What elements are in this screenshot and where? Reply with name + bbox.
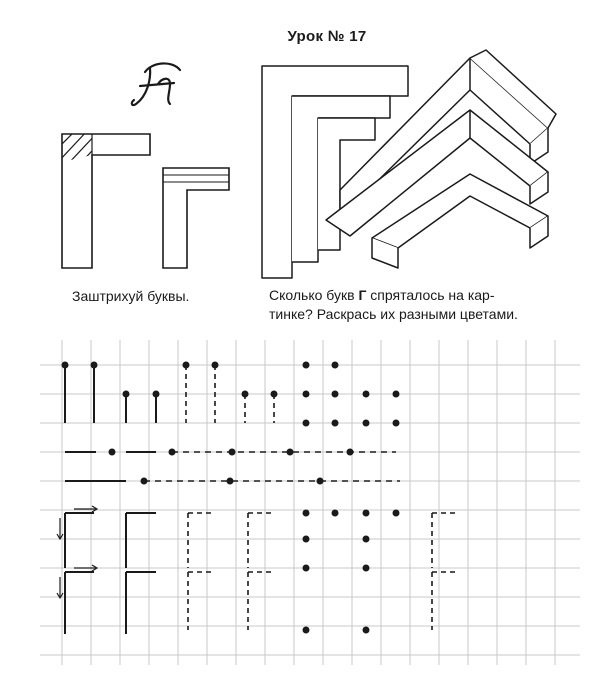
instruction-shade: Заштрихуй буквы. [72, 288, 190, 304]
script-letter-g [132, 63, 180, 105]
instruction-count-line2: тинке? Раскрась их разными цветами. [269, 306, 518, 322]
practice-grid [40, 340, 580, 665]
writing-exercises [57, 363, 458, 635]
instruction-count-part2: спряталось на кар- [366, 287, 495, 303]
instruction-count [269, 286, 569, 324]
hidden-letters-picture [262, 50, 556, 278]
instruction-count-part1: Сколько букв [269, 287, 359, 303]
block-letter-uppercase [56, 130, 150, 268]
block-letter-lowercase [163, 168, 229, 268]
lesson-title-text: Урок № 17 [287, 28, 367, 45]
instruction-count-letter: Г [358, 287, 367, 303]
